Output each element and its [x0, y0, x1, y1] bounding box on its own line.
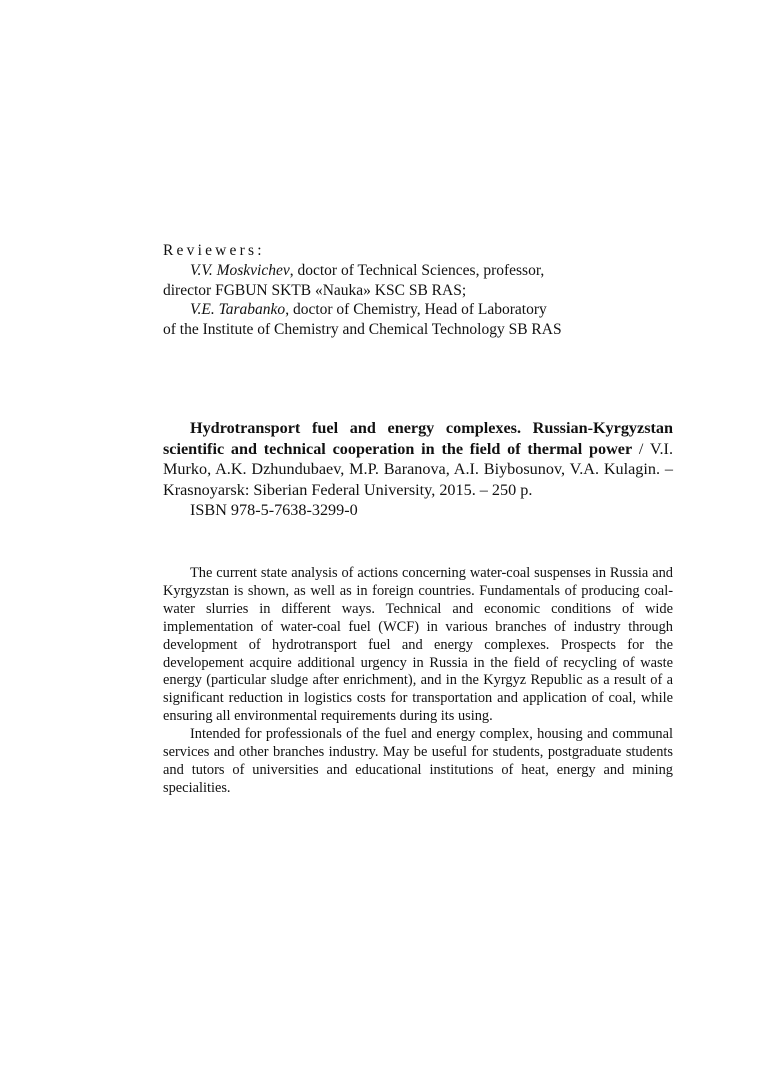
reviewers-heading: Reviewers:	[163, 242, 265, 259]
abstract-paragraph-2: Intended for professionals of the fuel and energy complex, housing and communal services and other branches industry. May be useful for students, postgraduate students and tutors of universities and educational institutions of heat, energy and mining specialities.	[163, 726, 673, 796]
reviewer-2-desc-1: , doctor of Chemistry, Head of Laboratory	[285, 301, 547, 319]
reviewer-1-desc-2: director FGBUN SKTB «Nauka» KSC SB RAS;	[163, 281, 467, 299]
book-title: Hydrotransport fuel and energy complexes. Russian-Kyrgyzstan scientific and technical cooperation in the field of thermal power	[163, 419, 673, 458]
reviewer-1-desc-1: , doctor of Technical Sciences, professor,	[289, 261, 545, 279]
isbn: ISBN 978-5-7638-3299-0	[190, 501, 358, 520]
reviewer-1-name: V.V. Moskvichev	[190, 261, 290, 279]
reviewer-2-line-1	[163, 300, 623, 320]
reviewers-section	[163, 241, 623, 340]
bibliographic-record	[163, 418, 673, 521]
abstract-section	[163, 565, 673, 798]
reviewer-1-line-1	[163, 261, 623, 281]
reviewer-2-name: V.E. Tarabanko	[190, 301, 286, 319]
abstract-paragraph-1: The current state analysis of actions concerning water-coal suspenses in Russia and Kyrgyzstan is shown, as well as in foreign countries. Fundamentals of producing coal-water slurries in different ways. Technical and economic conditions of wide implementation of water-coal fuel (WCF) in various branches of industry through development of hydrotransport fuel and energy complexes. Prospects for the developement acquire additional urgency in Russia in the field of recycling of waste energy (particular sludge after enrichment), and in the Kyrgyz Republic as a result of a significant reduction in logistics costs for transportation and application of coal, while ensuring all environmental requirements during its using.	[163, 565, 673, 725]
reviewer-2-desc-2: of the Institute of Chemistry and Chemical Technology SB RAS	[163, 321, 562, 339]
authors-publication: / V.I. Murko, A.K. Dzhundubaev, M.P. Baranova, A.I. Biybosunov, V.A. Kulagin. – Krasnoyarsk: Siberian Federal University, 2015. – 250 p.	[163, 439, 673, 499]
biblio-entry	[163, 418, 673, 500]
